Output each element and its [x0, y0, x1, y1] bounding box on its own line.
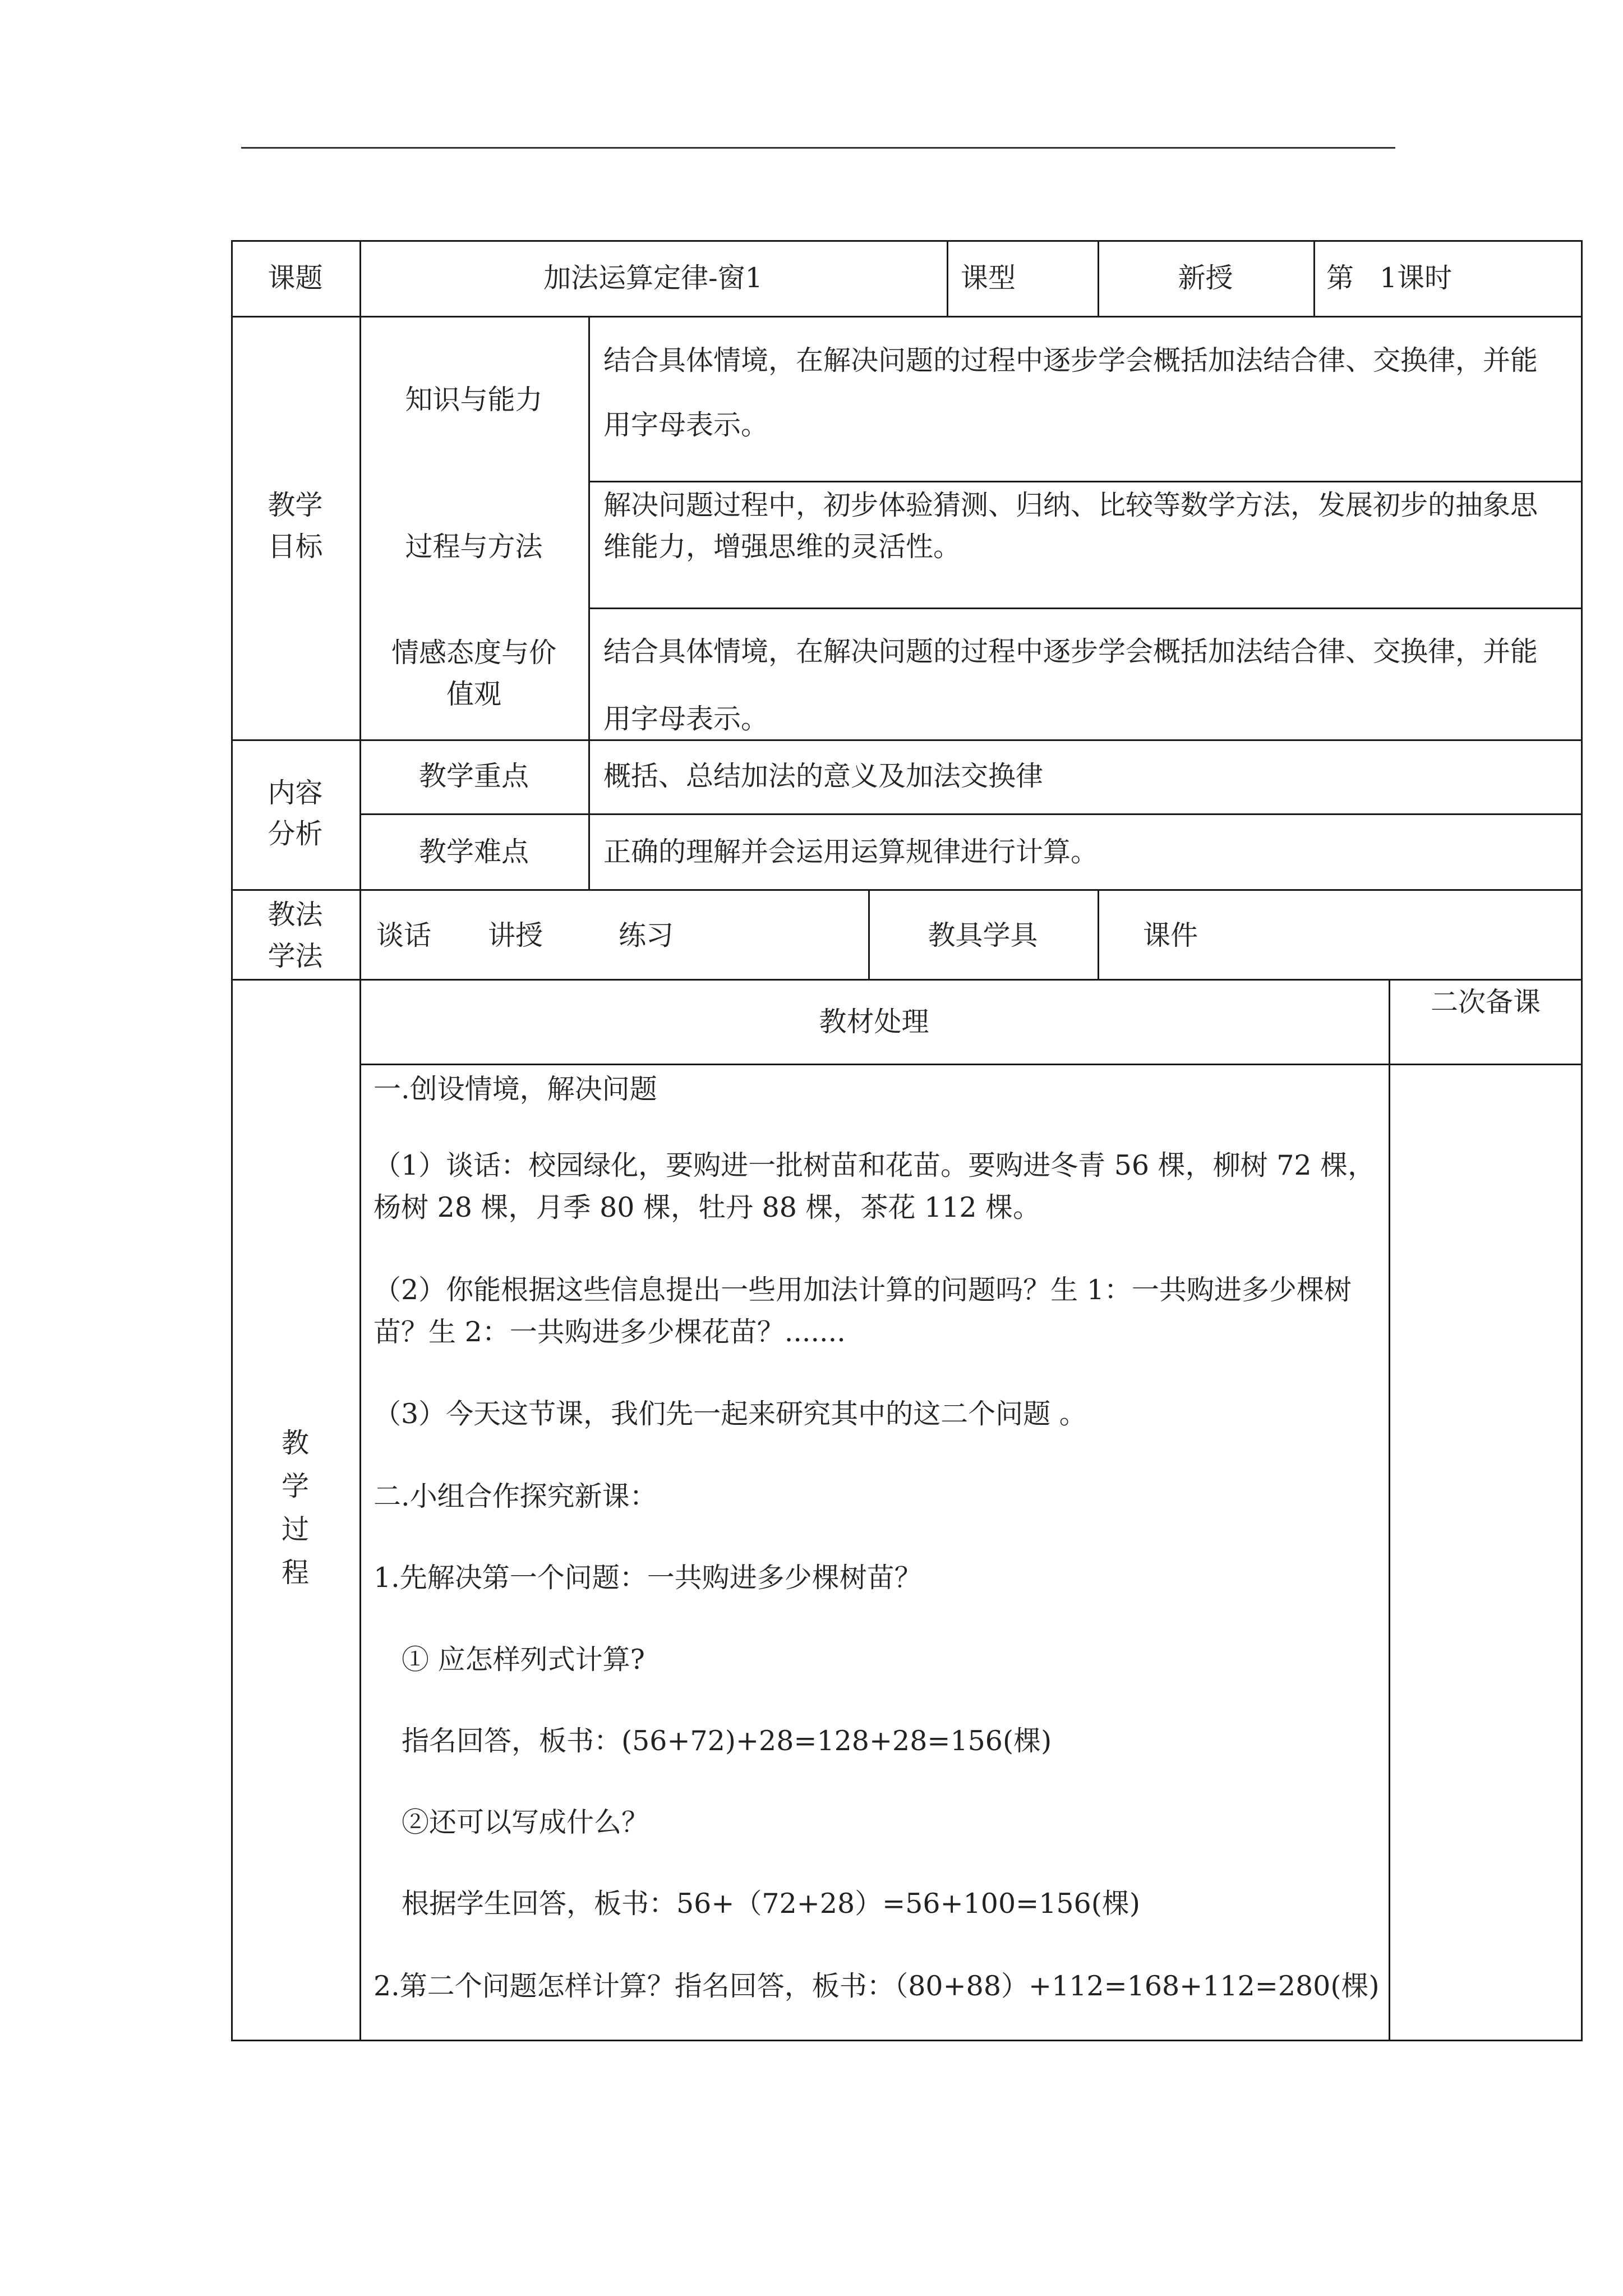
difficulty-value: 正确的理解并会运用运算规律进行计算。 — [603, 836, 1099, 868]
process-line: 一.创设情境，解决问题 — [374, 1073, 657, 1105]
knowledge-text-line2: 用字母表示。 — [603, 409, 769, 441]
header-rule — [241, 147, 1395, 149]
process-line: 根据学生回答，板书：56+（72+28）=56+100=156(棵) — [402, 1888, 1140, 1920]
process-label-char: 过 — [281, 1513, 309, 1545]
process-line: 2.第二个问题怎样计算？指名回答，板书：（80+88）+112=168+112=280(棵) — [374, 1970, 1380, 2002]
methods-label-line1: 教法 — [268, 899, 323, 931]
process-label-char: 程 — [281, 1557, 309, 1589]
attitude-text-line2: 用字母表示。 — [603, 703, 769, 735]
objectives-label-line2: 目标 — [268, 531, 323, 563]
process-label-char: 学 — [281, 1470, 309, 1502]
topic-label: 课题 — [268, 262, 323, 294]
process-line: 苗？生 2：一共购进多少棵花苗？....... — [374, 1316, 846, 1348]
process-line: 杨树 28 棵，月季 80 棵，牡丹 88 棵，茶花 112 棵。 — [374, 1191, 1041, 1223]
content-analysis-label-line1: 内容 — [268, 777, 323, 809]
row-divider — [231, 316, 1583, 318]
process-method-text-line1: 解决问题过程中，初步体验猜测、归纳、比较等数学方法，发展初步的抽象思 — [603, 489, 1538, 521]
attitude-label-line1: 情感态度与价 — [391, 637, 556, 669]
col-divider — [1098, 889, 1099, 979]
col-divider — [947, 240, 948, 316]
method-talk: 谈话 — [376, 919, 432, 951]
attitude-label-line2: 值观 — [446, 678, 501, 710]
lesson-type-label: 课型 — [961, 262, 1016, 294]
row-divider — [588, 608, 1583, 609]
process-line: 二.小组合作探究新课： — [374, 1480, 657, 1512]
difficulty-label: 教学难点 — [418, 836, 529, 868]
key-point-value: 概括、总结加法的意义及加法交换律 — [603, 760, 1044, 792]
process-line: （2）你能根据这些信息提出一些用加法计算的问题吗？生 1：一共购进多少棵树 — [374, 1274, 1352, 1306]
process-label-char: 教 — [281, 1427, 309, 1459]
process-line: ① 应怎样列式计算? — [402, 1644, 645, 1676]
methods-label-line2: 学法 — [268, 940, 323, 972]
period-prefix: 第 — [1326, 262, 1354, 294]
teaching-tools-value: 课件 — [1143, 919, 1198, 951]
row-divider — [359, 1064, 1583, 1065]
col-divider — [1313, 240, 1315, 316]
row-divider — [588, 481, 1583, 482]
row-divider — [231, 889, 1583, 891]
process-line: 1.先解决第一个问题：一共购进多少棵树苗？ — [374, 1562, 922, 1594]
knowledge-label: 知识与能力 — [405, 384, 543, 416]
row-divider — [231, 979, 1583, 981]
process-line: 指名回答，板书：(56+72)+28=128+28=156(棵) — [402, 1725, 1052, 1757]
topic-value: 加法运算定律-窗1 — [543, 262, 763, 294]
objectives-label-line1: 教学 — [268, 489, 323, 521]
col-divider — [1389, 979, 1390, 2041]
col-divider — [359, 240, 361, 2041]
secondary-prep-header: 二次备课 — [1430, 986, 1541, 1018]
process-method-text-line2: 维能力，增强思维的灵活性。 — [603, 531, 961, 563]
row-divider — [231, 739, 1583, 741]
period-value: 1课时 — [1380, 262, 1453, 294]
process-method-label: 过程与方法 — [405, 531, 543, 563]
knowledge-text-line1: 结合具体情境，在解决问题的过程中逐步学会概括加法结合律、交换律，并能 — [603, 344, 1538, 376]
process-line: ②还可以写成什么？ — [402, 1806, 649, 1838]
attitude-text-line1: 结合具体情境，在解决问题的过程中逐步学会概括加法结合律、交换律，并能 — [603, 636, 1538, 668]
process-line: （1）谈话：校园绿化，要购进一批树苗和花苗。要购进冬青 56 棵，柳树 72 棵， — [374, 1149, 1376, 1181]
col-divider — [588, 316, 590, 889]
content-analysis-label-line2: 分析 — [268, 818, 323, 850]
key-point-label: 教学重点 — [418, 760, 529, 792]
lesson-type-value: 新授 — [1178, 262, 1233, 294]
process-line: （3）今天这节课，我们先一起来研究其中的这二个问题 。 — [374, 1398, 1087, 1430]
method-lecture: 讲授 — [488, 919, 543, 951]
method-practice: 练习 — [619, 919, 674, 951]
material-handling-header: 教材处理 — [819, 1006, 929, 1038]
row-divider — [359, 813, 1583, 815]
teaching-tools-label: 教具学具 — [928, 919, 1038, 951]
